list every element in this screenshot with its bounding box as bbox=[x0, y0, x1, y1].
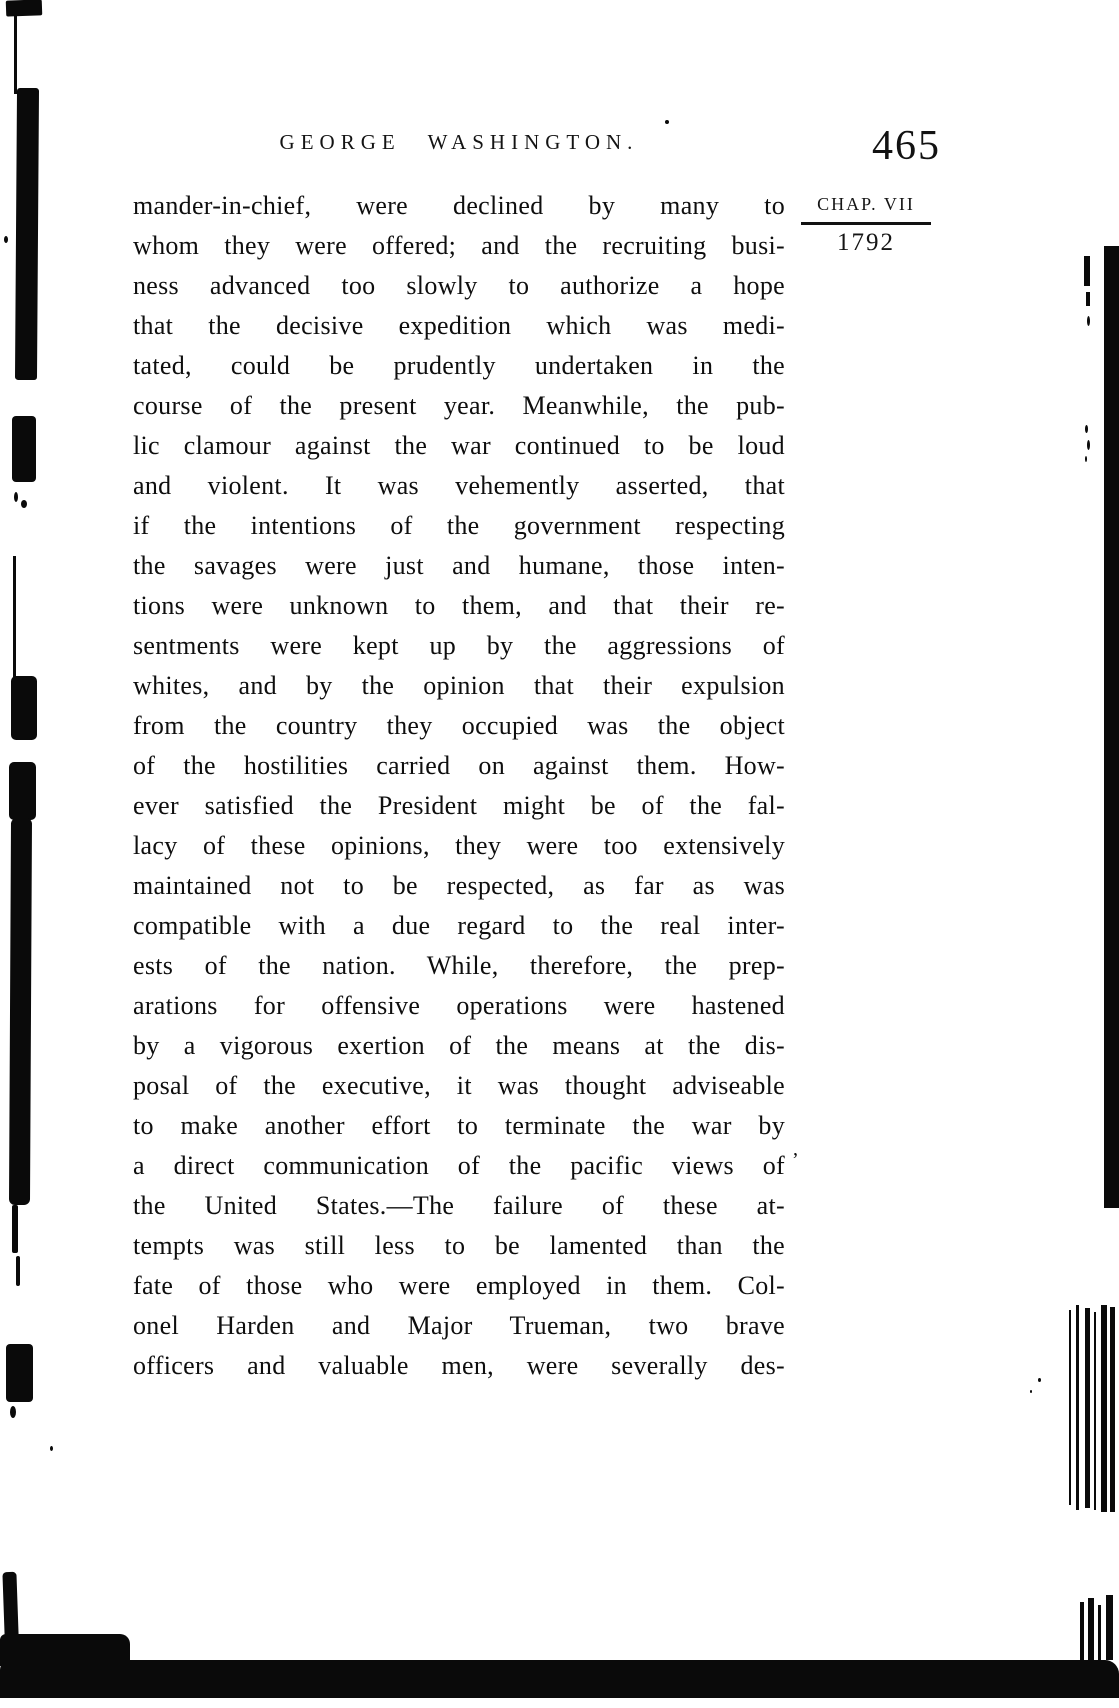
margin-year: 1792 bbox=[837, 229, 895, 256]
body-line: lic clamour against the war continued to be loud bbox=[133, 431, 785, 460]
scan-artifact bbox=[1076, 1305, 1079, 1510]
body-line: arations for offensive operations were hastened bbox=[133, 991, 785, 1020]
scan-artifact-bottom-band bbox=[0, 1660, 1119, 1698]
body-line: sentments were kept up by the aggressions of bbox=[133, 631, 785, 660]
scan-artifact bbox=[1084, 256, 1090, 286]
scan-artifact bbox=[1110, 1307, 1115, 1512]
body-line: ests of the nation. While, therefore, the prep- bbox=[133, 951, 785, 980]
body-line: officers and valuable men, were severally des- bbox=[133, 1351, 785, 1380]
body-line: onel Harden and Major Trueman, two brave bbox=[133, 1311, 785, 1340]
body-line: course of the present year. Meanwhile, the pub- bbox=[133, 391, 785, 420]
scan-artifact bbox=[1069, 1310, 1071, 1505]
scan-artifact bbox=[6, 0, 43, 17]
scan-artifact bbox=[6, 1344, 33, 1402]
body-line: ness advanced too slowly to authorize a hope bbox=[133, 271, 785, 300]
scan-artifact bbox=[1085, 1308, 1090, 1508]
body-line: tated, could be prudently undertaken in the bbox=[133, 351, 785, 380]
body-line: that the decisive expedition which was medi- bbox=[133, 311, 785, 340]
body-line: maintained not to be respected, as far as was bbox=[133, 871, 785, 900]
body-line: fate of those who were employed in them. Col- bbox=[133, 1271, 785, 1300]
body-line: the United States.—The failure of these at- bbox=[133, 1191, 785, 1220]
scan-artifact bbox=[1080, 1602, 1084, 1660]
scan-speck bbox=[665, 120, 669, 124]
page-number: 465 bbox=[872, 123, 941, 169]
scan-artifact bbox=[9, 818, 32, 1205]
body-line: compatible with a due regard to the real inter- bbox=[133, 911, 785, 940]
scan-artifact bbox=[13, 556, 16, 682]
body-line: whites, and by the opinion that their expulsion bbox=[133, 671, 785, 700]
scan-artifact-right-bar bbox=[1104, 246, 1119, 1208]
body-line: tempts was still less to be lamented than the bbox=[133, 1231, 785, 1260]
scan-artifact bbox=[1098, 1605, 1101, 1660]
scan-artifact bbox=[12, 416, 36, 482]
scan-speck bbox=[1085, 456, 1087, 462]
scan-speck bbox=[1087, 316, 1090, 326]
scan-speck bbox=[1085, 425, 1088, 433]
body-line: of the hostilities carried on against them. How- bbox=[133, 751, 785, 780]
scan-artifact bbox=[1101, 1305, 1107, 1512]
body-line: lacy of these opinions, they were too extensively bbox=[133, 831, 785, 860]
scan-speck bbox=[1038, 1378, 1041, 1382]
body-line: whom they were offered; and the recruiting busi- bbox=[133, 231, 785, 260]
body-line: the savages were just and humane, those inten- bbox=[133, 551, 785, 580]
scan-speck bbox=[50, 1446, 53, 1451]
body-line: to make another effort to terminate the war by bbox=[133, 1111, 785, 1140]
running-title: GEORGE WASHINGTON. bbox=[279, 130, 639, 154]
scan-artifact bbox=[11, 676, 37, 740]
body-line: a direct communication of the pacific views of bbox=[133, 1151, 785, 1180]
body-line: posal of the executive, it was thought adviseable bbox=[133, 1071, 785, 1100]
scan-speck bbox=[1087, 440, 1090, 450]
scan-artifact bbox=[1088, 1598, 1094, 1660]
scan-artifact bbox=[14, 10, 17, 94]
body-line: mander-in-chief, were declined by many to bbox=[133, 191, 785, 220]
scan-artifact bbox=[1094, 1312, 1096, 1510]
chapter-label: CHAP. VII bbox=[817, 194, 915, 214]
body-text bbox=[133, 186, 785, 1386]
scan-speck bbox=[14, 492, 18, 502]
margin-rule bbox=[801, 222, 931, 225]
body-line: by a vigorous exertion of the means at the dis- bbox=[133, 1031, 785, 1060]
body-line: if the intentions of the government respecting bbox=[133, 511, 785, 540]
scan-speck bbox=[21, 500, 27, 508]
scan-speck bbox=[1030, 1390, 1032, 1393]
scan-artifact bbox=[15, 88, 39, 380]
scan-artifact bbox=[9, 762, 36, 820]
scan-speck bbox=[10, 1406, 16, 1418]
scan-artifact bbox=[1106, 1595, 1113, 1660]
margin-note bbox=[801, 194, 931, 257]
body-line: ever satisfied the President might be of the fal- bbox=[133, 791, 785, 820]
scan-artifact bbox=[12, 1205, 18, 1253]
scan-speck bbox=[4, 236, 8, 243]
scan-artifact bbox=[16, 1256, 20, 1286]
scan-comma-mark: , bbox=[793, 1138, 798, 1160]
body-line: from the country they occupied was the object bbox=[133, 711, 785, 740]
body-line: tions were unknown to them, and that their re- bbox=[133, 591, 785, 620]
body-line: and violent. It was vehemently asserted, that bbox=[133, 471, 785, 500]
scan-artifact bbox=[1086, 292, 1090, 306]
